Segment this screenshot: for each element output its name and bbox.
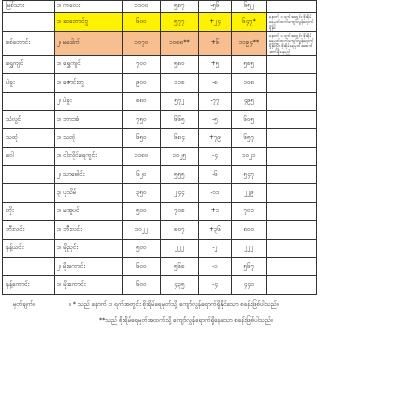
previous-level-cell: ၅၇၂ <box>161 92 199 110</box>
region-cell: စစ်တောင်း <box>3 31 55 55</box>
region-cell <box>3 184 55 202</box>
remark-cell <box>267 55 317 73</box>
table-row <box>3 276 317 294</box>
change-cell: -၅၆ <box>199 1 232 13</box>
station-cell: ၂၊ မဒေါက် <box>55 31 123 55</box>
station-cell: ၂၊ ပဲခူး <box>55 92 123 110</box>
previous-level-cell: ၁၁၈ <box>161 74 199 92</box>
station-cell: ၁၊ ဇောင်းတူ <box>55 74 123 92</box>
remark-cell <box>267 110 317 128</box>
change-cell: -၁ <box>199 258 232 276</box>
warning-level-cell: ၅၀၀ <box>123 202 161 220</box>
footnote-label: မှတ်ချက်။ <box>13 301 35 308</box>
current-level-cell: ၈၀၀ <box>232 221 267 239</box>
warning-level-cell: ၆၀၀ <box>123 258 161 276</box>
current-level-cell: ၁၀၉၄** <box>232 31 267 55</box>
table-row <box>3 258 317 276</box>
remark-cell <box>267 202 317 220</box>
previous-level-cell: ၈၀၇ <box>161 221 199 239</box>
previous-level-cell: ၂၂၂ <box>161 239 199 257</box>
change-cell: -၆ <box>199 166 232 184</box>
previous-level-cell: ၅၅၅ <box>161 166 199 184</box>
warning-level-cell: ၇၀၀ <box>123 55 161 73</box>
change-cell: -၁၁ <box>199 184 232 202</box>
table-row <box>3 221 317 239</box>
change-cell: +၇၉ <box>199 129 232 147</box>
warning-level-cell: ၆၅၀ <box>123 129 161 147</box>
station-cell: ၂၊ သာဓေါင်း <box>55 166 123 184</box>
change-cell: +၃၆ <box>199 221 232 239</box>
change-cell: +၂၄ <box>199 13 232 32</box>
remark-cell <box>267 129 317 147</box>
table-row <box>3 55 317 73</box>
region-cell: သံလွင် <box>3 110 55 128</box>
remark-cell <box>267 276 317 294</box>
table-row <box>3 129 317 147</box>
change-cell: +၁ <box>199 202 232 220</box>
region-cell: ဘီးလင်း <box>3 221 55 239</box>
change-cell: -စ <box>199 74 232 92</box>
region-cell <box>3 92 55 110</box>
region-cell: နန့်ကောင်း <box>3 276 55 294</box>
previous-level-cell: ၅၇၇ <box>161 13 199 32</box>
previous-level-cell: ၇၀၈ <box>161 202 199 220</box>
warning-level-cell: ၁၀၂၂ <box>123 221 161 239</box>
change-cell: -၄ <box>199 276 232 294</box>
change-cell: -၅ <box>199 110 232 128</box>
region-cell <box>3 258 55 276</box>
table-row <box>3 184 317 202</box>
region-cell <box>3 166 55 184</box>
remark-cell: နောက် ၁ ရက်အတွင်း စိုးရိမ်ရေမှတ်ထက်ကျော်လွန်ရောက်ရှိနိုင်ပြီး စိုးရိမ်ရေမှတ်အထက်ဆက်ရှိနေမည် <box>267 31 317 55</box>
region-cell: တိုး <box>3 202 55 220</box>
table-row <box>3 147 317 165</box>
warning-level-cell: ၆၀၀ <box>123 13 161 32</box>
table-body <box>3 1 317 295</box>
change-cell: +၆ <box>199 31 232 55</box>
previous-level-cell: ၅၈၇ <box>161 1 199 13</box>
remark-cell <box>267 239 317 257</box>
warning-level-cell: ၁၁၈၀ <box>123 147 161 165</box>
table-row <box>3 1 317 13</box>
change-cell: -၂ <box>199 239 232 257</box>
station-cell: ၁၊ ဘားအံ <box>55 110 123 128</box>
warning-level-cell: ၇၅၀ <box>123 110 161 128</box>
change-cell: +၅ <box>199 55 232 73</box>
current-level-cell: ၄၄၀ <box>232 276 267 294</box>
remark-cell <box>267 74 317 92</box>
previous-level-cell: ၁၀၈၈** <box>161 31 199 55</box>
footnote-line-1: ။ * သည် နောက် ၁ ရက်အတွင်း စိုးရိမ်ရေမှတ်သို့ ကျော်လွန်ရောက်ရှိနိုင်သော စခန်းဖြစ်ပါသည်။ <box>69 301 279 308</box>
station-cell: ၁၊ မိုညှင်း <box>55 239 123 257</box>
current-level-cell: ၂၂၉ <box>232 184 267 202</box>
table-row <box>3 110 317 128</box>
station-cell: ၁၊ ငါးလိုင်ရေကွင်း <box>55 147 123 165</box>
region-cell: မြစ်သား <box>3 1 55 13</box>
warning-level-cell: ၆၂၀ <box>123 166 161 184</box>
table-row <box>3 13 317 32</box>
warning-level-cell: ၅၀၀ <box>123 239 161 257</box>
warning-level-cell: ၉၀၀ <box>123 74 161 92</box>
station-cell: ၁၊ သထုံ <box>55 129 123 147</box>
current-level-cell: ၅၆၇ <box>232 258 267 276</box>
footnote-line-2: **သည် စိုးရိမ်ရေမှတ်အထက်သို့ ကျော်လွန်ရောက်ရှိနေသော စခန်းဖြစ်ပါသည်။ <box>99 317 273 324</box>
current-level-cell: ၂၂၂ <box>232 239 267 257</box>
current-level-cell: ၆၅၇ <box>232 129 267 147</box>
region-cell: သထုံ <box>3 129 55 147</box>
warning-level-cell: ၁၀၇၀ <box>123 31 161 55</box>
previous-level-cell: ၂၄၄ <box>161 184 199 202</box>
change-cell: -၄ <box>199 147 232 165</box>
previous-level-cell: ၁၀၂၅ <box>161 147 199 165</box>
region-cell: နန့်ယင်း <box>3 239 55 257</box>
previous-level-cell: ၅၆၈ <box>161 258 199 276</box>
remark-cell <box>267 184 317 202</box>
current-level-cell: ၄၉၅ <box>232 92 267 110</box>
region-cell <box>3 13 55 32</box>
current-level-cell: ၇၀၁ <box>232 202 267 220</box>
previous-level-cell: ၅၈၀ <box>161 55 199 73</box>
table-row <box>3 166 317 184</box>
current-level-cell: ၆၄၇* <box>232 13 267 32</box>
remark-cell <box>267 258 317 276</box>
station-cell: ၁၊ မိုးကောင်း <box>55 276 123 294</box>
station-cell: ၁၊ ရွှေကျင် <box>55 55 123 73</box>
previous-level-cell: ၆၆၅ <box>161 110 199 128</box>
region-cell: ရွှေကျင် <box>3 55 55 73</box>
table-row <box>3 74 317 92</box>
warning-level-cell: ၁၁၀၀ <box>123 1 161 13</box>
current-level-cell: ၅၄၇ <box>232 166 267 184</box>
remark-cell <box>267 166 317 184</box>
table-row <box>3 92 317 110</box>
station-cell: ၁၊ ကလေး <box>55 1 123 13</box>
table-row <box>3 31 317 55</box>
warning-level-cell: ၃၅၀ <box>123 184 161 202</box>
warning-level-cell: ၆၀၀ <box>123 276 161 294</box>
remark-cell <box>267 147 317 165</box>
current-level-cell: ၁၀၂၁ <box>232 147 267 165</box>
water-level-table <box>2 0 317 295</box>
station-cell: ၁၊ မအူပင် <box>55 202 123 220</box>
current-level-cell: ၅၈၅ <box>232 55 267 73</box>
remark-cell: နောက် ၁ ရက်အတွင်း စိုးရိမ်ရေမှတ်ထက်ကျော်လွန်ရောက်ရှိနိုင် <box>267 13 317 32</box>
table-row <box>3 202 317 220</box>
warning-level-cell: ၈၈၀ <box>123 92 161 110</box>
change-cell: -၇၇ <box>199 92 232 110</box>
table-row <box>3 239 317 257</box>
current-level-cell: ၁၀၈ <box>232 74 267 92</box>
region-cell: ဝေါ <box>3 147 55 165</box>
station-cell: ၁၊ ဘီးလင်း <box>55 221 123 239</box>
previous-level-cell: ၆၈၄ <box>161 129 199 147</box>
region-cell: ပဲခူး <box>3 74 55 92</box>
remark-cell <box>267 92 317 110</box>
current-level-cell: ၆၀၅ <box>232 110 267 128</box>
previous-level-cell: ၄၃၅ <box>161 276 199 294</box>
station-cell: ၁၊ ဆတောင်ဗွ <box>55 13 123 32</box>
station-cell: ၃၊ ပုသိမ် <box>55 184 123 202</box>
remark-cell <box>267 1 317 13</box>
remark-cell <box>267 221 317 239</box>
current-level-cell: ၆၅၂ <box>232 1 267 13</box>
station-cell: ၂၊ မိုးကောင်း <box>55 258 123 276</box>
